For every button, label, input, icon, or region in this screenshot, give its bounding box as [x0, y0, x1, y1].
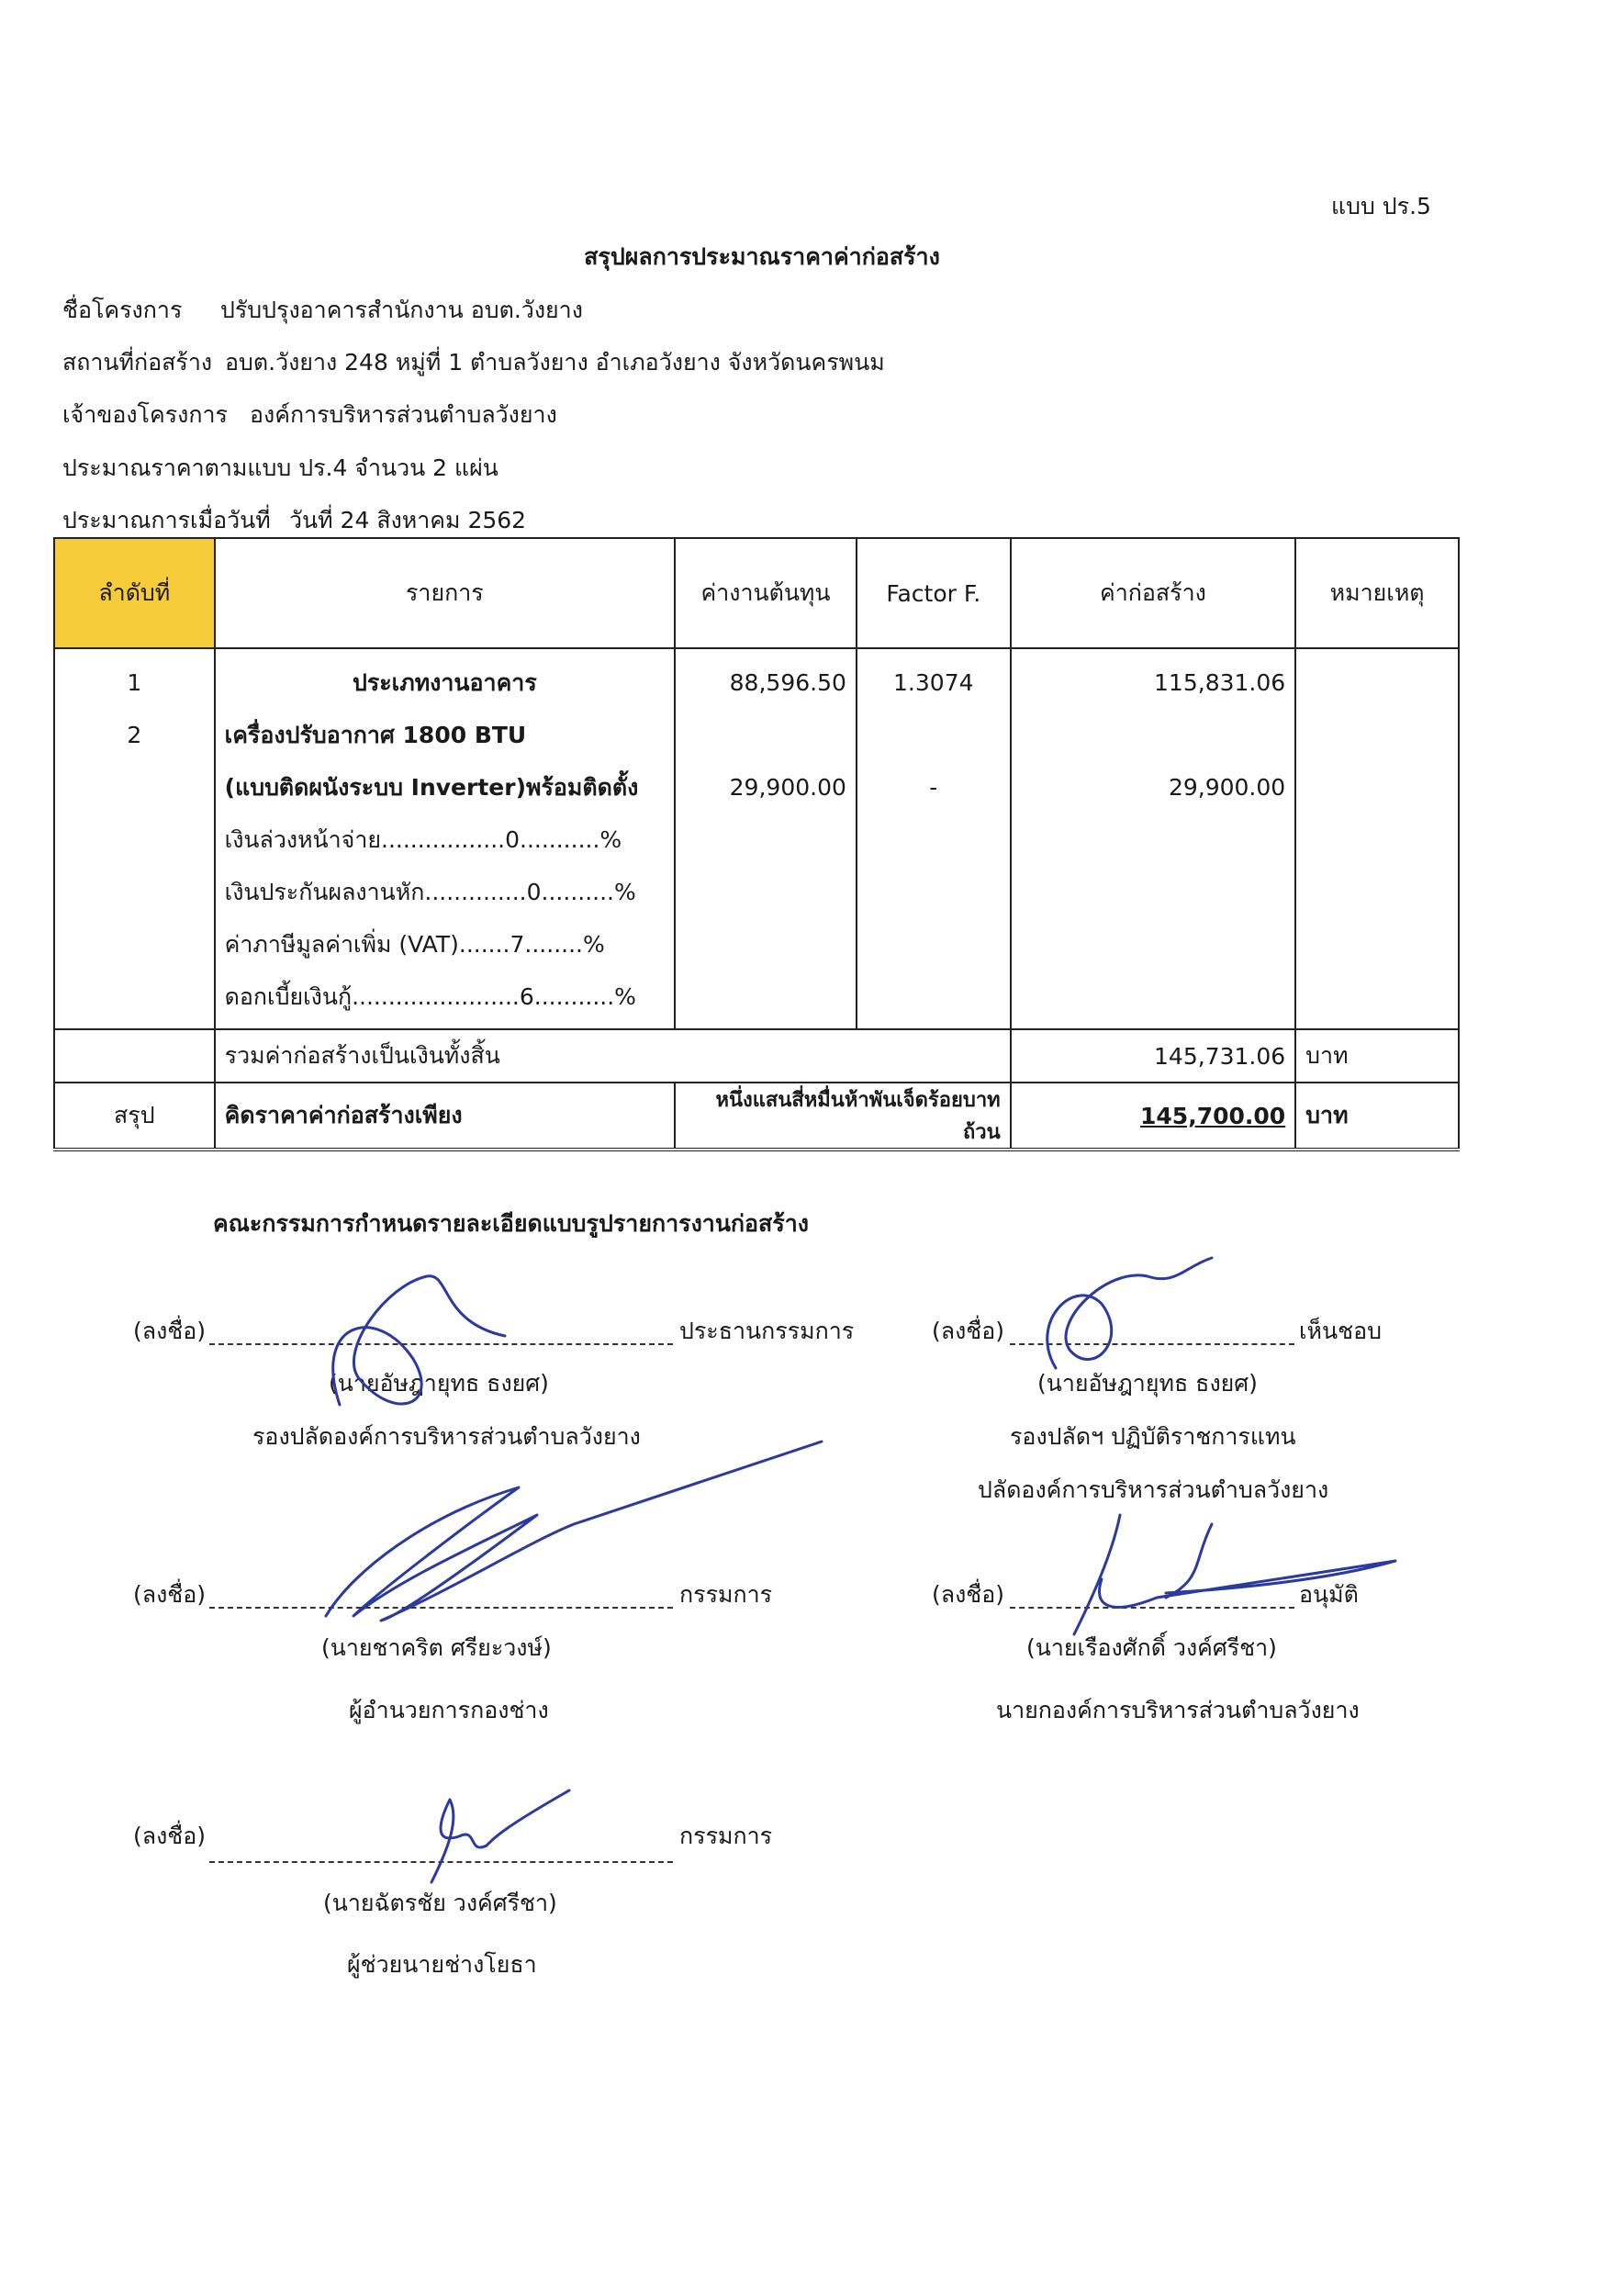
owner-label: เจ้าของโครงการ — [62, 401, 228, 428]
condition-guarantee: เงินประกันผลงานหัก..............0..........% — [224, 879, 636, 905]
position-5: ผู้ช่วยนายช่างโยธา — [347, 1951, 537, 1978]
row-1-item: ประเภทงานอาคาร — [352, 669, 537, 696]
row-3-cost: 29,900.00 — [729, 774, 846, 801]
role-5: กรรมการ — [679, 1823, 773, 1849]
signature-scribble-4 — [1056, 1506, 1405, 1644]
date-value: วันที่ 24 สิงหาคม 2562 — [289, 507, 527, 533]
row-2-cost — [685, 709, 846, 761]
total-value: 145,731.06 — [1011, 1029, 1296, 1083]
row-3-seq — [64, 761, 205, 813]
name-1: (นายอัษฎายุทธ ธงยศ) — [329, 1370, 549, 1397]
committee-title: คณะกรรมการกำหนดรายละเอียดแบบรูปรายการงานก่อสร้าง — [213, 1210, 809, 1237]
row-2-factor — [867, 709, 1001, 761]
location-label: สถานที่ก่อสร้าง — [62, 349, 213, 376]
summary-row — [54, 1083, 1459, 1150]
row-1-cost: 88,596.50 — [729, 669, 846, 696]
header-item: รายการ — [215, 538, 675, 648]
position-3: ผู้อำนวยการกองช่าง — [349, 1697, 549, 1723]
name-2: (นายอัษฎายุทธ ธงยศ) — [1037, 1370, 1258, 1397]
summary-item: คิดราคาค่าก่อสร้างเพียง — [215, 1083, 675, 1150]
project-label: ชื่อโครงการ — [62, 297, 183, 323]
summary-table — [53, 537, 1460, 1151]
sign-label-5: (ลงชื่อ) — [133, 1823, 207, 1849]
cost-column — [675, 648, 857, 1029]
construction-column — [1011, 648, 1296, 1029]
condition-advance: เงินล่วงหน้าจ่าย.................0...........% — [224, 826, 622, 853]
signature-scribble-5 — [395, 1781, 578, 1891]
header-construction: ค่าก่อสร้าง — [1011, 538, 1296, 648]
condition-interest: ดอกเบี้ยเงินกู้.......................6...........% — [224, 983, 636, 1010]
estimate-line: ประมาณราคาตามแบบ ปร.4 จำนวน 2 แผ่น — [62, 454, 498, 481]
position-1: รองปลัดองค์การบริหารส่วนตำบลวังยาง — [252, 1423, 641, 1450]
header-seq: ลำดับที่ — [54, 538, 215, 648]
summary-words: หนึ่งแสนสี่หมื่นห้าพันเจ็ดร้อยบาทถ้วน — [675, 1083, 1011, 1150]
role-1: ประธานกรรมการ — [679, 1318, 855, 1344]
header-cost: ค่างานต้นทุน — [675, 538, 857, 648]
signature-scribble-2 — [1019, 1249, 1221, 1386]
role-2: เห็นชอบ — [1299, 1318, 1382, 1344]
signature-scribble-3 — [317, 1432, 831, 1634]
row-3-factor: - — [929, 774, 938, 801]
row-3-construction: 29,900.00 — [1168, 774, 1286, 801]
total-label: รวมค่าก่อสร้างเป็นเงินทั้งสิ้น — [215, 1029, 1011, 1083]
name-4: (นายเรืองศักดิ์ วงค์ศรีชา) — [1026, 1634, 1277, 1661]
row-2-item: เครื่องปรับอากาศ 1800 BTU — [224, 722, 527, 748]
row-2-seq: 2 — [127, 722, 142, 748]
owner-value: องค์การบริหารส่วนตำบลวังยาง — [250, 401, 557, 428]
row-1-factor: 1.3074 — [893, 669, 974, 696]
factor-column — [857, 648, 1011, 1029]
date-label: ประมาณการเมื่อวันที่ — [62, 507, 271, 533]
summary-value: 145,700.00 — [1011, 1083, 1296, 1150]
signature-scribble-1 — [303, 1267, 523, 1432]
sign-label-3: (ลงชื่อ) — [133, 1581, 207, 1608]
name-3: (นายชาคริต ศรียะวงษ์) — [321, 1634, 552, 1661]
total-unit: บาท — [1295, 1029, 1459, 1083]
table-header-row — [54, 538, 1459, 648]
header-remark: หมายเหตุ — [1295, 538, 1459, 648]
row-2-construction — [1021, 709, 1286, 761]
sign-label-1: (ลงชื่อ) — [133, 1318, 207, 1344]
position-4: นายกองค์การบริหารส่วนตำบลวังยาง — [996, 1697, 1360, 1723]
position-2b: ปลัดองค์การบริหารส่วนตำบลวังยาง — [978, 1476, 1329, 1503]
row-1-construction: 115,831.06 — [1154, 669, 1286, 696]
table-body-row — [54, 648, 1459, 1029]
page-title: สรุปผลการประมาณราคาค่าก่อสร้าง — [584, 243, 940, 270]
seq-column — [54, 648, 215, 1029]
project-value: ปรับปรุงอาคารสำนักงาน อบต.วังยาง — [220, 297, 583, 323]
condition-vat: ค่าภาษีมูลค่าเพิ่ม (VAT).......7........% — [224, 931, 605, 958]
form-code: แบบ ปร.5 — [1331, 193, 1431, 219]
name-5: (นายฉัตรชัย วงค์ศรีชา) — [323, 1890, 557, 1916]
sign-label-2: (ลงชื่อ) — [932, 1318, 1005, 1344]
item-column — [215, 648, 675, 1029]
summary-unit: บาท — [1295, 1083, 1459, 1150]
role-3: กรรมการ — [679, 1581, 773, 1608]
location-value: อบต.วังยาง 248 หมู่ที่ 1 ตำบลวังยาง อำเภอวังยาง จังหวัดนครพนม — [225, 349, 885, 376]
summary-label: สรุป — [54, 1083, 215, 1150]
header-factor: Factor F. — [857, 538, 1011, 648]
role-4: อนุมัติ — [1299, 1581, 1359, 1608]
row-1-seq: 1 — [127, 669, 142, 696]
sign-label-4: (ลงชื่อ) — [932, 1581, 1005, 1608]
position-2a: รองปลัดฯ ปฏิบัติราชการแทน — [1010, 1423, 1296, 1450]
row-3-item: (แบบติดผนังระบบ Inverter)พร้อมติดตั้ง — [224, 774, 639, 801]
total-row — [54, 1029, 1459, 1083]
remark-column — [1295, 648, 1459, 1029]
